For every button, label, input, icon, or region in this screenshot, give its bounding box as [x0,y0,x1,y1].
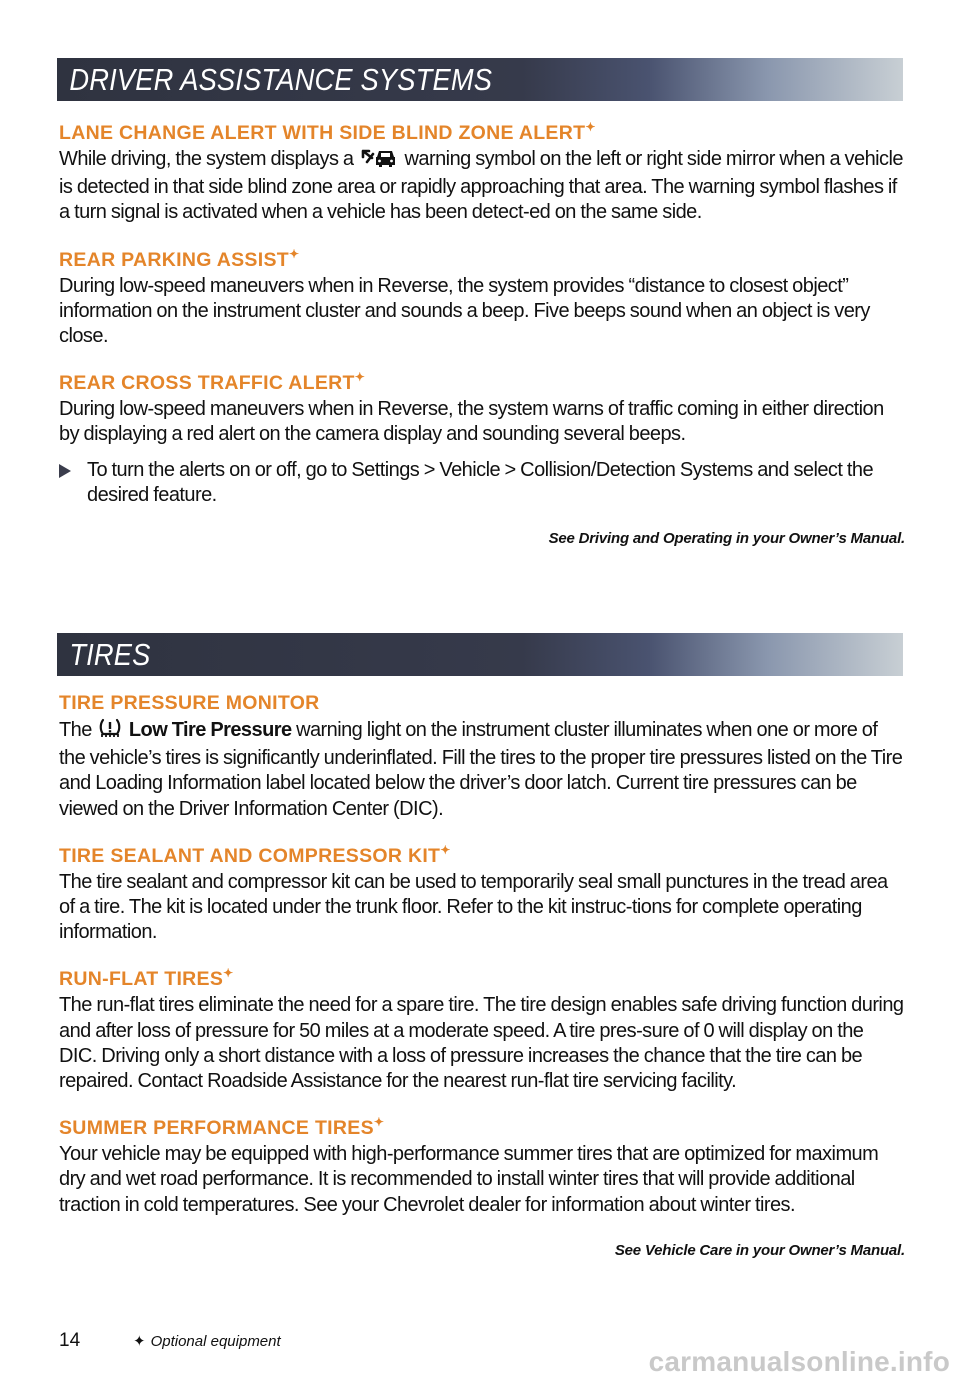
item-body: Your vehicle may be equipped with high-performance summer tires that are optimized for maximum dry and wet road performance. It is recommended to install winter tires that will provide additional traction in cold temperatures. See your Chevrolet dealer for information about winter tires. [59,1143,879,1216]
tire-pressure-monitor-block [59,691,905,822]
side-blind-zone-alert-icon [360,148,398,175]
tire-sealant-block [59,838,905,946]
item-heading: REAR CROSS TRAFFIC ALERT✦ [59,370,366,395]
summer-performance-tires-block [59,1110,905,1218]
section-banner-driver-assistance [57,58,903,101]
item-heading: LANE CHANGE ALERT WITH SIDE BLIND ZONE ALERT✦ [59,120,596,144]
item-body: During low-speed maneuvers when in Reverse, the system warns of traffic coming in either direction by displaying a red alert on the camera display and sounding several beeps. [59,398,884,446]
tires-section [59,691,905,1259]
rear-cross-traffic-alert-block [59,365,905,508]
optional-mark-icon: ✦ [133,1333,146,1350]
section-title: DRIVER ASSISTANCE SYSTEMS [69,61,493,97]
run-flat-tires-block [59,961,905,1094]
section-title: TIRES [69,636,151,672]
bullet-arrow-icon [59,458,87,508]
item-body: The run-flat tires eliminate the need for a spare tire. The tire design enables safe driving function during and after loss of pressure for 50 miles at a moderate speed. A tire pres-sure of 0 will display on the DIC. Driving only a short distance with a loss of pressure increases the chance that the tire can be repaired. Contact Roadside Assistance for the nearest run-flat tire servicing facility. [59,994,904,1093]
item-heading: RUN-FLAT TIRES✦ [59,966,234,991]
bullet-text: To turn the alerts on or off, go to Settings > Vehicle > Collision/Detection Systems and select the desired feature. [87,458,874,506]
manual-reference: See Vehicle Care in your Owner’s Manual. [614,1241,905,1259]
item-heading: TIRE PRESSURE MONITOR [59,692,320,714]
item-heading: TIRE SEALANT AND COMPRESSOR KIT✦ [59,842,451,867]
rear-parking-assist-block [59,242,905,350]
item-body: During low-speed maneuvers when in Reverse, the system provides “distance to closest object” information on the instrument cluster and sounds a beep. Five beeps sound when an object is very close. [59,274,870,348]
manual-reference: See Driving and Operating in your Owner’s Manual. [548,530,905,548]
item-heading: SUMMER PERFORMANCE TIRES✦ [59,1115,385,1140]
page-footer [59,1330,281,1352]
lane-change-alert-block [59,115,905,226]
item-body: The Low Tire Pressure warning light on the instrument cluster illuminates when one or more of the vehicle’s tires is significantly underinflated. Fill the tires to the proper tire pressures listed on the Tire and Loading Information label located below the driver’s door latch. Current tire pressures can be viewed on the Driver Information Center (DIC). [59,719,903,820]
section-banner-tires [57,633,903,676]
item-heading: REAR PARKING ASSIST✦ [59,246,300,271]
driver-assistance-section [59,115,905,547]
watermark: carmanualsonline.info [648,1346,950,1377]
low-tire-pressure-icon [98,717,122,746]
optional-equipment-note: ✦ Optional equipment [133,1333,281,1350]
bullet-item [59,458,905,508]
item-body: While driving, the system displays a warning symbol on the left or right side mirror when a vehicle is detected in that side blind zone area or rapidly approaching that area. The warning symbol flashes if a turn signal is activated when a vehicle has been detect-ed on the same side. [59,148,903,224]
item-body: The tire sealant and compressor kit can be used to temporarily seal small punctures in the tread area of a tire. The kit is located under the trunk floor. Refer to the kit instruc-tions for complete operating information. [59,870,888,944]
page-number: 14 [59,1330,81,1351]
